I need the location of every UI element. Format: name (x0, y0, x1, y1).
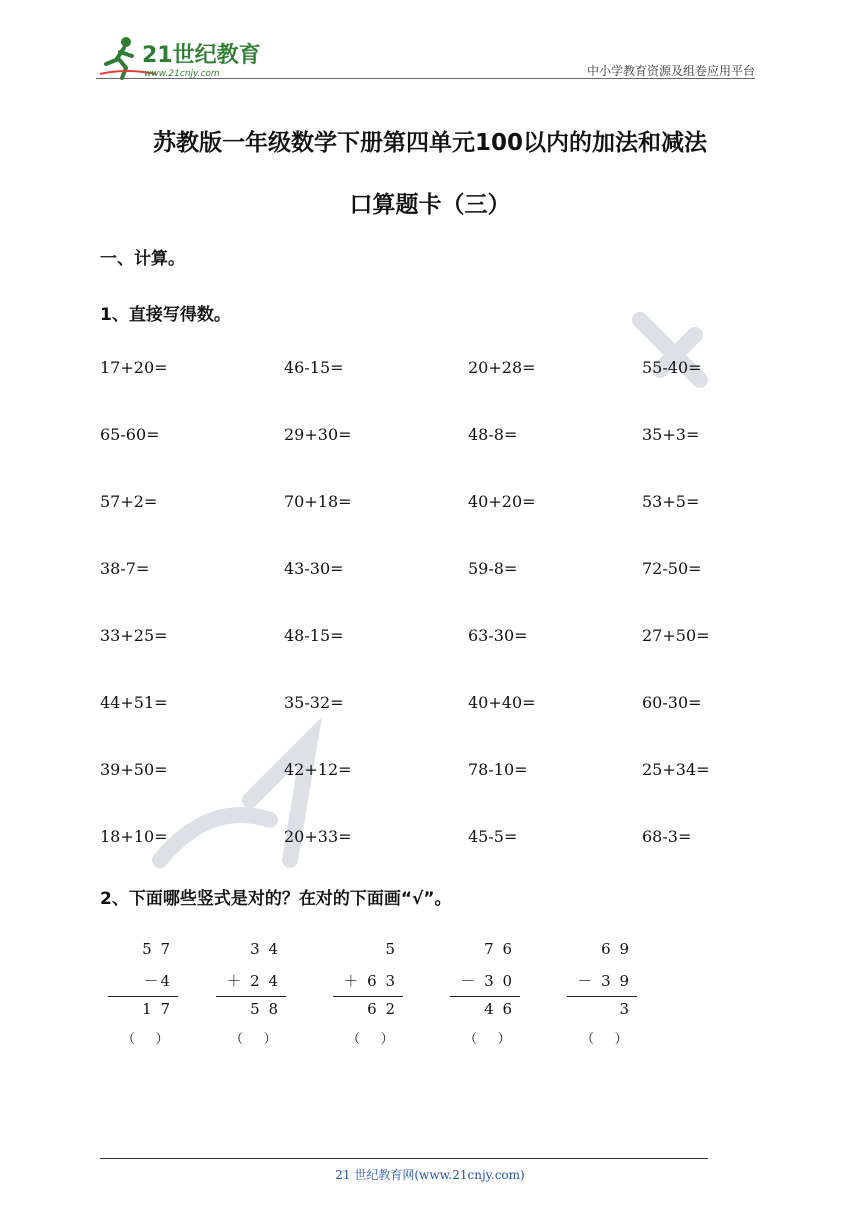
answer-parentheses: （ ） (464, 1032, 511, 1047)
page-subtitle: 口算题卡（三） (349, 192, 511, 218)
calc-problem: 45-5= (468, 827, 518, 846)
page-title: 苏教版一年级数学下册第四单元100以内的加法和减法 (152, 130, 707, 156)
operand-bottom: － 3 0 (460, 972, 514, 990)
calc-problem: 27+50= (642, 626, 710, 645)
question-1-heading: 1、直接写得数。 (100, 305, 231, 325)
logo-url: www.21cnjy.com (144, 69, 220, 79)
sum-line (450, 996, 520, 997)
result: 3 (619, 1000, 631, 1018)
operand-top: 6 9 (601, 940, 631, 958)
calc-problem: 70+18= (284, 492, 352, 511)
calc-problem: 40+40= (468, 693, 536, 712)
sum-line (216, 996, 286, 997)
calc-problem: 35-32= (284, 693, 344, 712)
calc-problem: 18+10= (100, 827, 168, 846)
operand-top: 5 7 (142, 940, 172, 958)
result: 6 2 (367, 1000, 397, 1018)
calc-problem: 53+5= (642, 492, 700, 511)
sum-line (333, 996, 403, 997)
operand-bottom: ＋ 2 4 (226, 972, 280, 990)
calc-problem: 20+28= (468, 358, 536, 377)
operand-bottom: －4 (143, 972, 172, 990)
header-divider (96, 78, 755, 79)
logo-text: 21世纪教育 (142, 43, 261, 68)
calc-problem: 38-7= (100, 559, 150, 578)
header-platform-text: 中小学教育资源及组卷应用平台 (586, 64, 755, 78)
calc-problem: 78-10= (468, 760, 528, 779)
calc-problem: 65-60= (100, 425, 160, 444)
calc-problem: 29+30= (284, 425, 352, 444)
answer-parentheses: （ ） (347, 1032, 394, 1047)
calc-problem: 55-40= (642, 358, 702, 377)
calc-problem: 59-8= (468, 559, 518, 578)
sum-line (108, 996, 178, 997)
calc-problem: 20+33= (284, 827, 352, 846)
footer-divider (100, 1158, 708, 1159)
operand-bottom: ＋ 6 3 (343, 972, 397, 990)
section-heading: 一、计算。 (100, 249, 185, 269)
footer-text: 21 世纪教育网(www.21cnjy.com) (335, 1168, 525, 1182)
calc-problem: 35+3= (642, 425, 700, 444)
question-2-heading: 2、下面哪些竖式是对的？在对的下面画“√”。 (100, 889, 452, 909)
calc-problem: 39+50= (100, 760, 168, 779)
watermark (120, 300, 740, 880)
operand-top: 7 6 (484, 940, 514, 958)
calc-problem: 48-15= (284, 626, 344, 645)
calc-problem: 42+12= (284, 760, 352, 779)
calc-problem: 57+2= (100, 492, 158, 511)
calc-problem: 43-30= (284, 559, 344, 578)
logo (96, 34, 266, 82)
calc-problem: 40+20= (468, 492, 536, 511)
calc-problem: 44+51= (100, 693, 168, 712)
calc-problem: 48-8= (468, 425, 518, 444)
calc-problem: 60-30= (642, 693, 702, 712)
calc-problem: 68-3= (642, 827, 692, 846)
operand-top: 3 4 (250, 940, 280, 958)
calc-problem: 17+20= (100, 358, 168, 377)
result: 1 7 (142, 1000, 172, 1018)
operand-top: 5 (385, 940, 397, 958)
answer-parentheses: （ ） (581, 1032, 628, 1047)
result: 5 8 (250, 1000, 280, 1018)
calc-problem: 63-30= (468, 626, 528, 645)
calc-problem: 46-15= (284, 358, 344, 377)
sum-line (567, 996, 637, 997)
calc-problem: 33+25= (100, 626, 168, 645)
operand-bottom: － 3 9 (577, 972, 631, 990)
calc-problem: 72-50= (642, 559, 702, 578)
calc-problem: 25+34= (642, 760, 710, 779)
answer-parentheses: （ ） (230, 1032, 277, 1047)
result: 4 6 (484, 1000, 514, 1018)
answer-parentheses: （ ） (122, 1032, 169, 1047)
